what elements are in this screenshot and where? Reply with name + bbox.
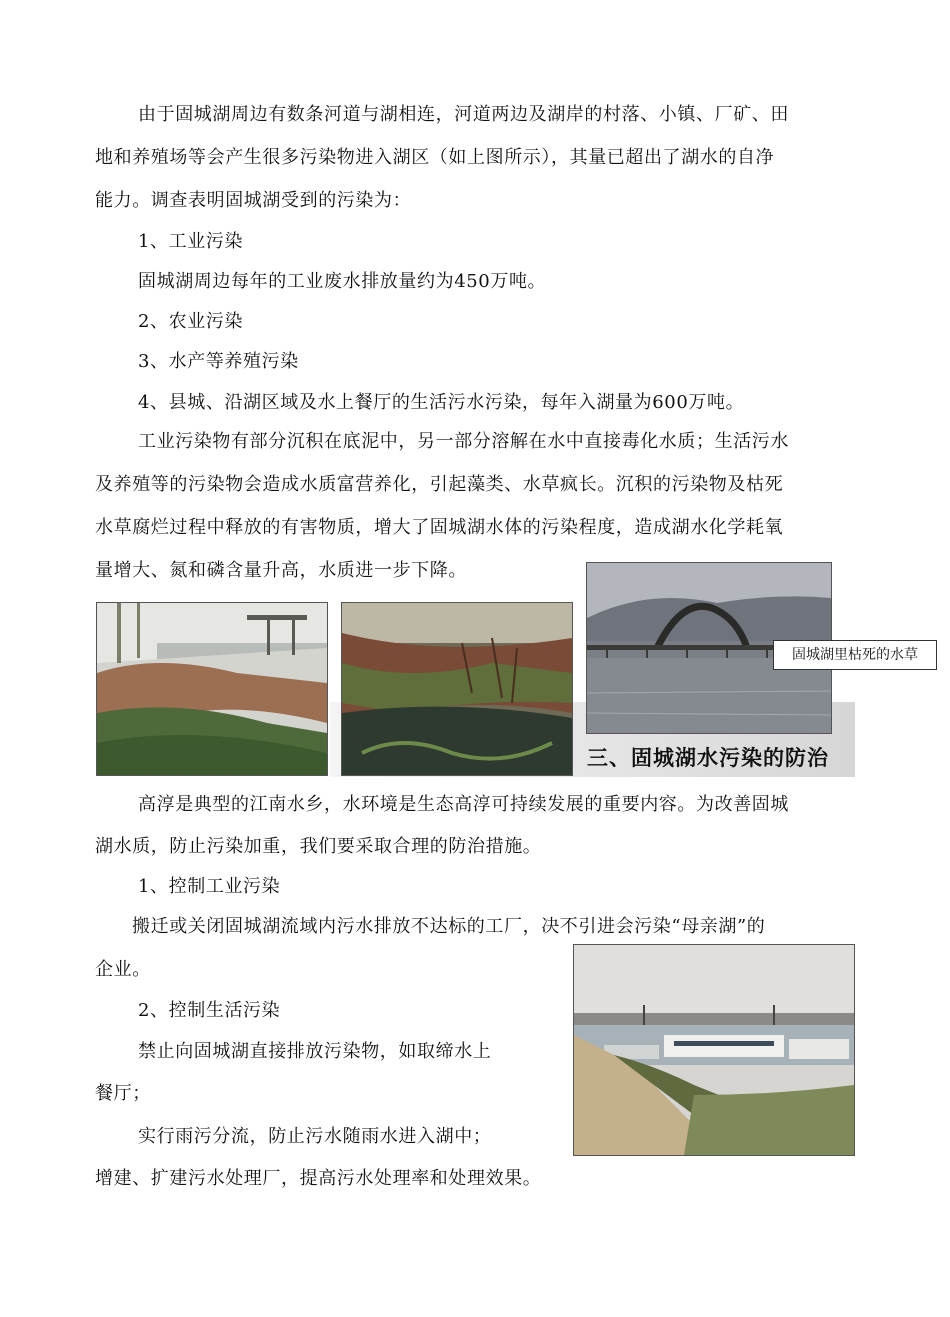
paragraph-line: 增建、扩建污水处理厂，提高污水处理率和处理效果。	[95, 1168, 542, 1189]
paragraph-line: 地和养殖场等会产生很多污染物进入湖区（如上图所示），其量已超出了湖水的自净	[95, 147, 775, 168]
section-heading: 三、固城湖水污染的防治	[587, 746, 829, 770]
paragraph-line: 高淳是典型的江南水乡，水环境是生态高淳可持续发展的重要内容。为改善固城	[138, 794, 789, 815]
paragraph-line: 量增大、氮和磷含量升高，水质进一步下降。	[95, 560, 467, 581]
paragraph-line: 及养殖等的污染物会造成水质富营养化，引起藻类、水草疯长。沉积的污染物及枯死	[95, 474, 784, 495]
paragraph-line: 搬迁或关闭固城湖流域内污水排放不达标的工厂，决不引进会污染“母亲湖”的	[132, 916, 766, 937]
list-item-detail: 固城湖周边每年的工业废水排放量约为450万吨。	[138, 271, 547, 292]
paragraph-line: 工业污染物有部分沉积在底泥中，另一部分溶解在水中直接毒化水质；生活污水	[138, 431, 789, 452]
dead-weeds-photo	[341, 602, 573, 776]
measure-heading: 2、控制生活污染	[138, 1000, 281, 1021]
list-item: 3、水产等养殖污染	[138, 351, 299, 372]
paragraph-line: 能力。调查表明固城湖受到的污染为：	[95, 190, 412, 211]
list-item: 1、工业污染	[138, 231, 244, 252]
paragraph-line: 餐厅；	[95, 1083, 151, 1104]
paragraph-line: 禁止向固城湖直接排放污染物，如取缔水上	[138, 1041, 492, 1062]
list-item: 2、农业污染	[138, 311, 244, 332]
paragraph-line: 湖水质，防止污染加重，我们要采取合理的防治措施。	[95, 836, 542, 857]
lakeshore-photo	[96, 602, 328, 776]
paragraph-line: 水草腐烂过程中释放的有害物质，增大了固城湖水体的污染程度，造成湖水化学耗氧	[95, 517, 784, 538]
paragraph-line: 由于固城湖周边有数条河道与湖相连，河道两边及湖岸的村落、小镇、厂矿、田	[138, 104, 789, 125]
measure-heading: 1、控制工业污染	[138, 876, 281, 897]
figure-caption: 固城湖里枯死的水草	[773, 640, 937, 670]
list-item: 4、县城、沿湖区域及水上餐厅的生活污水污染，每年入湖量为600万吨。	[138, 392, 745, 413]
paragraph-line: 实行雨污分流，防止污水随雨水进入湖中；	[138, 1126, 492, 1147]
harbor-photo	[573, 944, 855, 1156]
paragraph-line: 企业。	[95, 959, 151, 980]
